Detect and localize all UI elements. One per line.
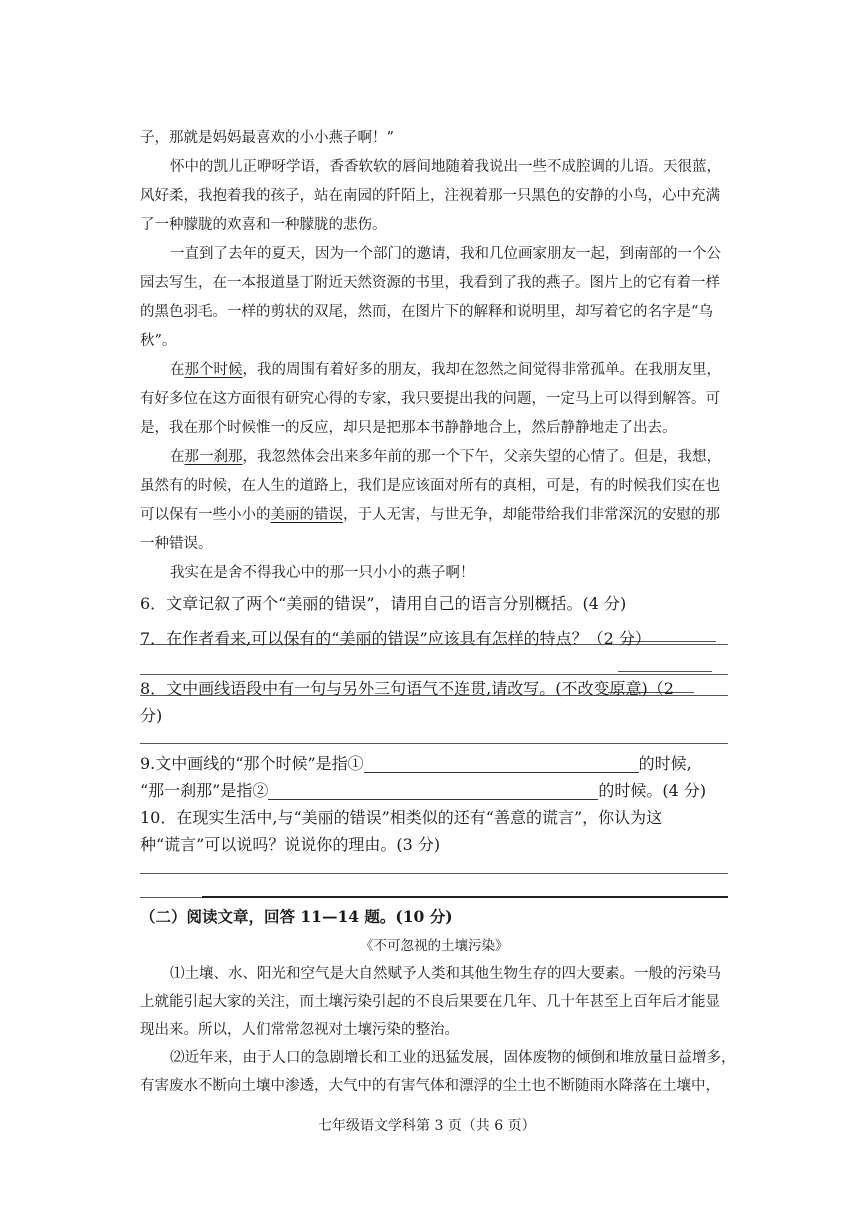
article-title: 《不可忽视的土壤污染》	[360, 938, 509, 954]
question-8-cont: 分)	[140, 706, 163, 725]
story-line: 有好多位在这方面很有研究心得的专家，我只要提出我的问题，一定马上可以得到解答。可	[140, 391, 720, 407]
story-line: 风好柔，我抱着我的孩子，站在南园的阡陌上，注视着那一只黑色的安静的小鸟，心中充满	[140, 188, 720, 204]
story-line: 了一种朦胧的欢喜和一种朦胧的悲伤。	[140, 217, 387, 233]
answer-line-thick	[202, 896, 728, 898]
story-line: 虽然有的时候，在人生的道路上，我们是应该面对所有的真相，可是，有的时候我们实在也	[140, 478, 720, 494]
article-line: 上就能引起大家的关注，而土壤污染引起的不良后果要在几年、几十年甚至上百年后才能显	[140, 994, 720, 1010]
story-text: ，于人无害，与世无争，却能带给我们非常深沉的安慰的那	[343, 507, 720, 523]
story-text: ，我的周围有着好多的朋友，我却在忽然之间觉得非常孤单。在我朋友里，	[242, 362, 721, 378]
question-10: 10．在现实生活中,与“美丽的错误”相类似的还有“善意的谎言”，你认为这	[140, 808, 663, 827]
question-6: 6．文章记叙了两个“美丽的错误”，请用自己的语言分别概括。(4 分)	[140, 594, 627, 613]
article-line: ⑵近年来，由于人口的急剧增长和工业的迅猛发展，固体废物的倾倒和堆放量日益增多，	[170, 1050, 736, 1066]
answer-line-segment	[618, 671, 712, 672]
story-line: 怀中的凯儿正咿呀学语，香香软软的唇间地随着我说出一些不成腔调的儿语。天很蓝，	[170, 159, 721, 175]
answer-line[interactable]	[140, 873, 728, 874]
article-line: 现出来。所以，人们常常忽视对土壤污染的整治。	[140, 1022, 459, 1038]
story-line: 是，我在那个时候惟一的反应，却只是把那本书静静地合上，然后静静地走了出去。	[140, 420, 677, 436]
story-text: 可以保有一些小小的	[140, 507, 271, 523]
story-line: 秋”。	[140, 333, 177, 349]
story-line	[170, 358, 721, 379]
story-line: 园去写生，在一本报道垦丁附近天然资源的书里，我看到了我的燕子。图片上的它有着一样	[140, 275, 720, 291]
section-heading: （二）阅读文章，回答 11—14 题。(10 分)	[140, 907, 453, 926]
question-9	[140, 751, 692, 774]
article-line: 有害废水不断向土壤中渗透，大气中的有害气体和漂浮的尘土也不断随雨水降落在土壤中，	[140, 1078, 720, 1094]
story-line: 子，那就是妈妈最喜欢的小小燕子啊！”	[140, 130, 394, 146]
question-9-text: 的时候。(4 分)	[598, 781, 707, 800]
page-footer: 七年级语文学科第 3 页（共 6 页）	[318, 1118, 536, 1134]
story-line	[140, 503, 720, 524]
story-text: 在	[170, 362, 185, 378]
underlined-phrase-that-moment: 那一刹那	[184, 449, 243, 465]
answer-line[interactable]	[140, 743, 728, 744]
question-9-text: 9.文中画线的“那个时候”是指①	[140, 754, 364, 773]
story-text: 在	[170, 449, 185, 465]
story-line: 一种错误。	[140, 536, 213, 552]
story-line	[170, 445, 721, 466]
answer-blank-2[interactable]	[268, 783, 598, 800]
question-7: 7．在作者看来,可以保有的“美丽的错误”应该具有怎样的特点？（2 分）	[140, 629, 651, 648]
story-line: 一直到了去年的夏天，因为一个部门的邀请，我和几位画家朋友一起，到南部的一个公	[170, 246, 721, 262]
article-line: ⑴土壤、水、阳光和空气是大自然赋予人类和其他生物生存的四大要素。一般的污染马	[170, 966, 721, 982]
story-text: ，我忽然体会出来多年前的那一个下午，父亲失望的心情了。但是，我想，	[242, 449, 721, 465]
story-line: 我实在是舍不得我心中的那一只小小的燕子啊！	[170, 565, 475, 581]
story-line: 的黑色羽毛。一样的剪状的双尾，然而，在图片下的解释和说明里，却写着它的名字是“乌	[140, 304, 713, 320]
question-9-text: “那一刹那”是指②	[140, 781, 269, 800]
underlined-phrase-beautiful-mistake: 美丽的错误	[270, 507, 343, 523]
question-9-text: 的时候,	[638, 754, 692, 773]
question-10-cont: 种“谎言”可以说吗？说说你的理由。(3 分)	[140, 835, 441, 854]
answer-blank-1[interactable]	[364, 756, 639, 773]
underlined-phrase-that-time: 那个时候	[184, 362, 243, 378]
question-9-cont	[140, 778, 706, 801]
answer-line[interactable]	[140, 674, 728, 675]
question-8: 8．文中画线语段中有一句与另外三句语气不连贯,请改写。(不改变原意)（2	[140, 679, 674, 698]
